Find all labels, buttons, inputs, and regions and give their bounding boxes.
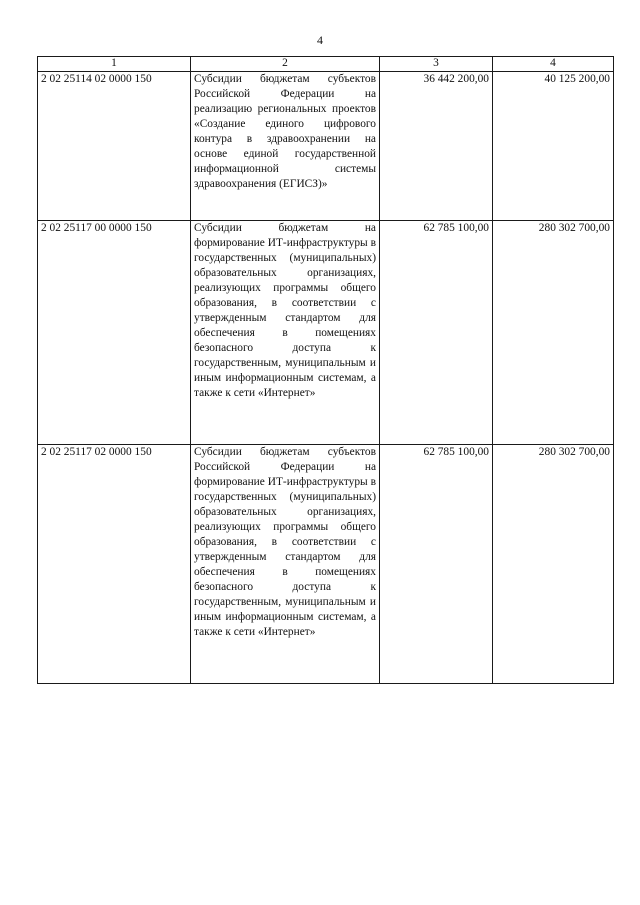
income-name-cell: Субсидии бюджетам субъектов Российской Федерации на реализацию региональных проектов «Создание единого цифрового контура в здравоохранении на основе единой государственной информационной системы здравоохранения (ЕГИСЗ)» [191,72,380,221]
column-header-3: 3 [380,57,493,72]
budget-code-cell: 2 02 25117 02 0000 150 [38,445,191,684]
budget-code-cell: 2 02 25114 02 0000 150 [38,72,191,221]
table-header-row [38,57,614,72]
page-number: 4 [317,33,323,47]
value-column-3-cell: 62 785 100,00 [380,445,493,684]
table-row [38,445,614,684]
table-row [38,72,614,221]
column-header-2: 2 [191,57,380,72]
income-name-cell: Субсидии бюджетам на формирование ИТ-инфраструктуры в государственных (муниципальных) образовательных организациях, реализующих программы общего образования, в соответствии с утвержденным стандартом для обеспечения в помещениях безопасного доступа к государственным, муниципальным и иным информационным системам, а также к сети «Интернет» [191,221,380,445]
value-column-4-cell: 40 125 200,00 [493,72,614,221]
table-row [38,221,614,445]
income-name-cell: Субсидии бюджетам субъектов Российской Федерации на формирование ИТ-инфраструктуры в государственных (муниципальных) образовательных организациях, реализующих программы общего образования, в соответствии с утвержденным стандартом для обеспечения в помещениях безопасного доступа к государственным, муниципальным и иным информационным системам, а также к сети «Интернет» [191,445,380,684]
value-column-4-cell: 280 302 700,00 [493,445,614,684]
value-column-3-cell: 62 785 100,00 [380,221,493,445]
column-header-1: 1 [38,57,191,72]
value-column-4-cell: 280 302 700,00 [493,221,614,445]
column-header-4: 4 [493,57,614,72]
budget-code-cell: 2 02 25117 00 0000 150 [38,221,191,445]
value-column-3-cell: 36 442 200,00 [380,72,493,221]
budget-table [37,56,614,684]
